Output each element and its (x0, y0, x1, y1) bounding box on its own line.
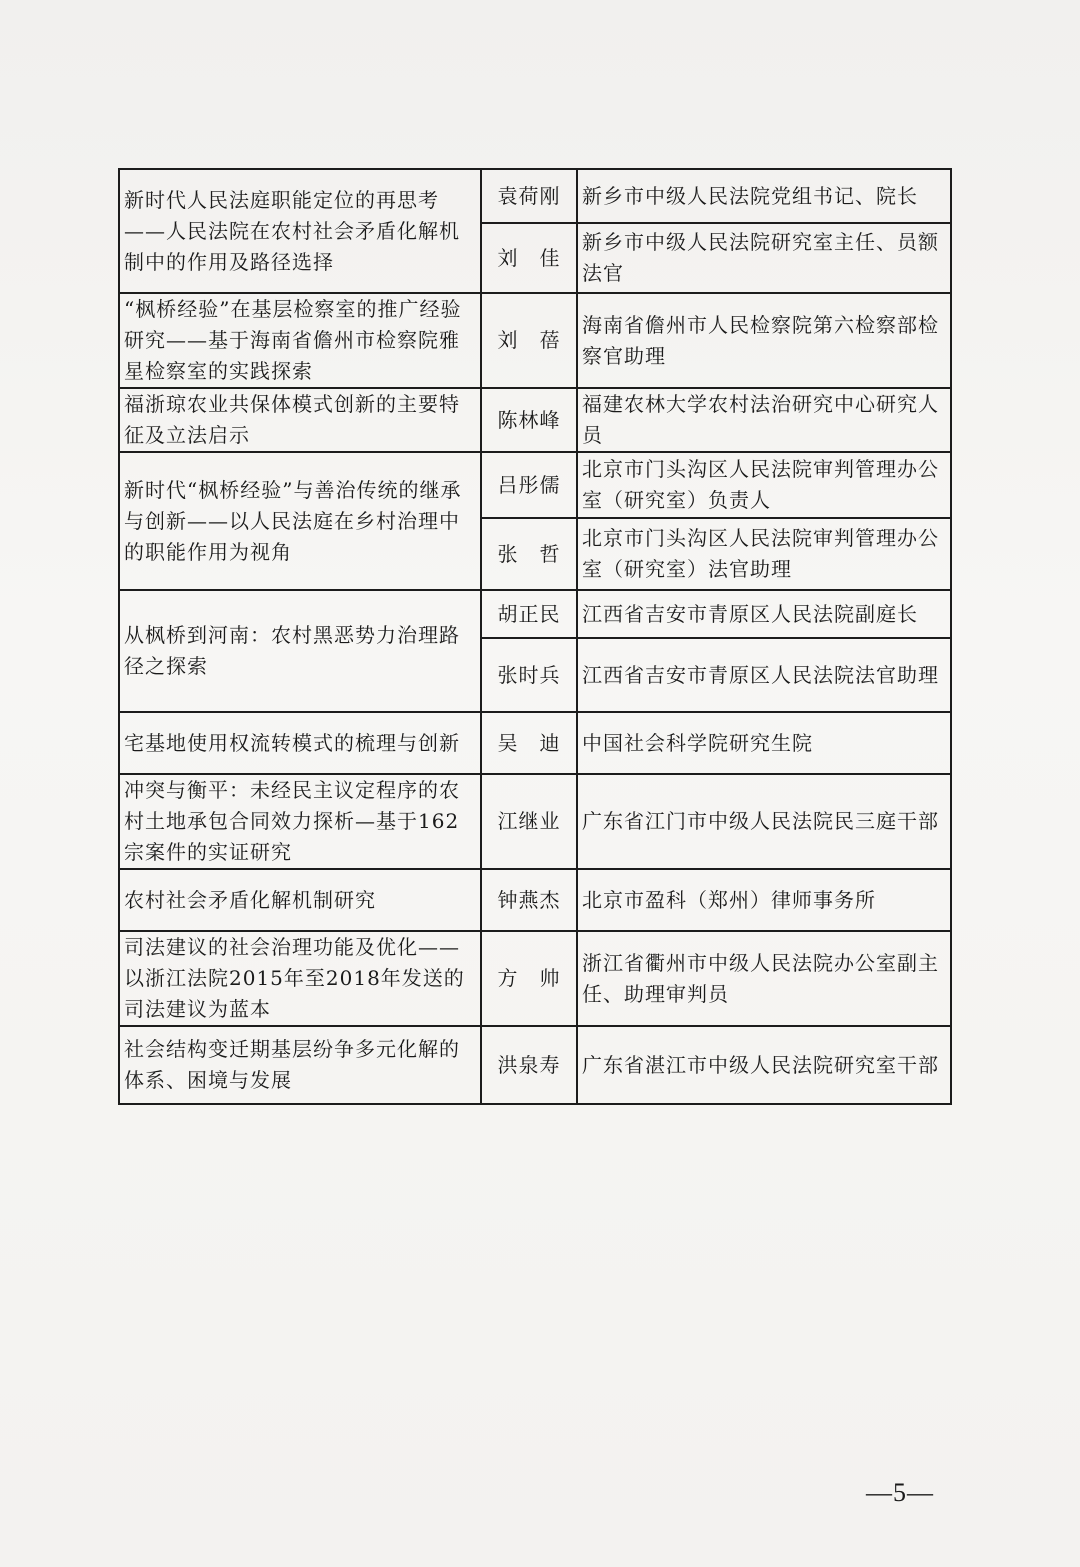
author-name: 刘 佳 (481, 223, 577, 293)
table-row (119, 169, 951, 223)
author-affiliation: 广东省江门市中级人民法院民三庭干部 (577, 774, 951, 869)
table-row (119, 712, 951, 774)
author-name: 方 帅 (481, 931, 577, 1026)
author-name: 张时兵 (481, 638, 577, 712)
author-name: 陈林峰 (481, 388, 577, 452)
author-affiliation: 福建农林大学农村法治研究中心研究人员 (577, 388, 951, 452)
table-row (119, 869, 951, 931)
paper-title: 司法建议的社会治理功能及优化——以浙江法院2015年至2018年发送的司法建议为蓝本 (119, 931, 481, 1026)
table-row (119, 931, 951, 1026)
paper-title: 农村社会矛盾化解机制研究 (119, 869, 481, 931)
award-list-table (118, 168, 952, 1105)
table-row (119, 590, 951, 638)
paper-title: 社会结构变迁期基层纷争多元化解的体系、困境与发展 (119, 1026, 481, 1104)
author-affiliation: 北京市门头沟区人民法院审判管理办公室（研究室）法官助理 (577, 518, 951, 590)
author-affiliation: 北京市门头沟区人民法院审判管理办公室（研究室）负责人 (577, 452, 951, 518)
author-name: 胡正民 (481, 590, 577, 638)
author-name: 吴 迪 (481, 712, 577, 774)
author-name: 袁荷刚 (481, 169, 577, 223)
paper-title: 冲突与衡平：未经民主议定程序的农村土地承包合同效力探析—基于162宗案件的实证研究 (119, 774, 481, 869)
paper-title: 宅基地使用权流转模式的梳理与创新 (119, 712, 481, 774)
author-affiliation: 广东省湛江市中级人民法院研究室干部 (577, 1026, 951, 1104)
page-number: —5— (866, 1478, 934, 1507)
author-affiliation: 浙江省衢州市中级人民法院办公室副主任、助理审判员 (577, 931, 951, 1026)
paper-title: 福浙琼农业共保体模式创新的主要特征及立法启示 (119, 388, 481, 452)
author-affiliation: 海南省儋州市人民检察院第六检察部检察官助理 (577, 293, 951, 388)
author-name: 江继业 (481, 774, 577, 869)
author-name: 洪泉寿 (481, 1026, 577, 1104)
paper-title: 从枫桥到河南：农村黑恶势力治理路径之探索 (119, 590, 481, 712)
author-name: 刘 蓓 (481, 293, 577, 388)
table-row (119, 452, 951, 518)
paper-title: 新时代“枫桥经验”与善治传统的继承与创新——以人民法庭在乡村治理中的职能作用为视角 (119, 452, 481, 590)
author-affiliation: 新乡市中级人民法院研究室主任、员额法官 (577, 223, 951, 293)
author-affiliation: 江西省吉安市青原区人民法院法官助理 (577, 638, 951, 712)
table-row (119, 774, 951, 869)
author-affiliation: 江西省吉安市青原区人民法院副庭长 (577, 590, 951, 638)
table-row (119, 388, 951, 452)
table-row (119, 1026, 951, 1104)
author-name: 钟燕杰 (481, 869, 577, 931)
table-row (119, 293, 951, 388)
author-affiliation: 新乡市中级人民法院党组书记、院长 (577, 169, 951, 223)
author-affiliation: 中国社会科学院研究生院 (577, 712, 951, 774)
author-name: 吕彤儒 (481, 452, 577, 518)
author-affiliation: 北京市盈科（郑州）律师事务所 (577, 869, 951, 931)
author-name: 张 哲 (481, 518, 577, 590)
paper-title: “枫桥经验”在基层检察室的推广经验研究——基于海南省儋州市检察院雅星检察室的实践探索 (119, 293, 481, 388)
paper-title: 新时代人民法庭职能定位的再思考——人民法院在农村社会矛盾化解机制中的作用及路径选择 (119, 169, 481, 293)
